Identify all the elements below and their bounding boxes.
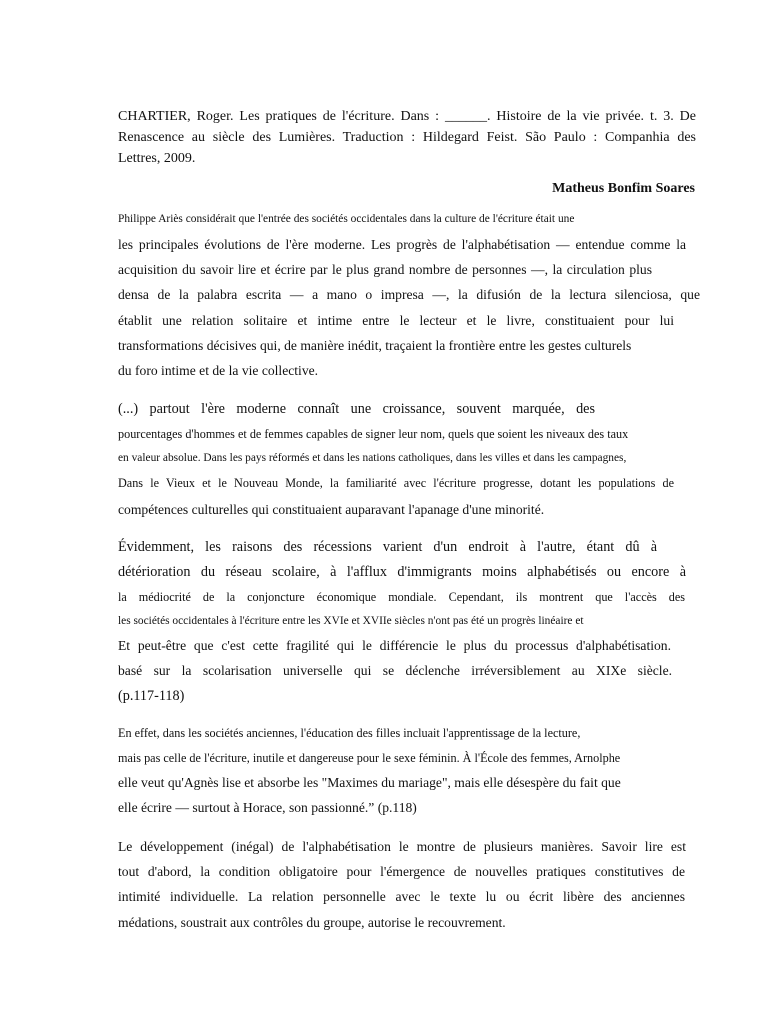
reference-line: Renascence au siècle des Lumières. Traduction : Hildegard Feist. São Paulo : Companhia des <box>118 130 696 145</box>
paragraph-line: acquisition du savoir lire et écrire par le plus grand nombre de personnes —, la circulation plus <box>118 262 652 277</box>
paragraph-line: pourcentages d'hommes et de femmes capables de signer leur nom, quels que soient les niveaux des taux <box>118 427 629 441</box>
paragraph-line: intimité individuelle. La relation personnelle avec le texte lu ou écrit libère des anciennes <box>118 889 685 904</box>
paragraph-line: elle écrire — surtout à Horace, son passionné.” (p.118) <box>118 800 417 815</box>
paragraph-line: Évidemment, les raisons des récessions varient d'un endroit à l'autre, étant dû à <box>118 539 657 555</box>
paragraph-line: les principales évolutions de l'ère moderne. Les progrès de l'alphabétisation — entendue comme la <box>118 237 686 252</box>
paragraph-line: mais pas celle de l'écriture, inutile et dangereuse pour le sexe féminin. À l'École des femmes, Arnolphe <box>118 751 621 765</box>
paragraph-line: Et peut-être que c'est cette fragilité qui le différencie le plus du processus d'alphabétisation. <box>118 638 671 653</box>
paragraph-line: détérioration du réseau scolaire, à l'afflux d'immigrants moins alphabétisés ou encore à <box>118 564 686 580</box>
paragraph-line: Le développement (inégal) de l'alphabétisation le montre de plusieurs manières. Savoir lire est <box>118 839 686 854</box>
paragraph-line: elle veut qu'Agnès lise et absorbe les "Maximes du mariage", mais elle désespère du fait que <box>118 775 621 790</box>
paragraph-line: en valeur absolue. Dans les pays réformés et dans les nations catholiques, dans les villes et dans les campagnes, <box>118 452 627 464</box>
paragraph-line: (...) partout l'ère moderne connaît une croissance, souvent marquée, des <box>118 401 595 417</box>
paragraph-line: compétences culturelles qui constituaient auparavant l'apanage d'une minorité. <box>118 502 545 517</box>
paragraph-line: médations, soustrait aux contrôles du groupe, autorise le recouvrement. <box>118 915 506 930</box>
paragraph-line: établit une relation solitaire et intime entre le lecteur et le livre, constituaient pour lui <box>118 313 674 328</box>
paragraph-line: les sociétés occidentales à l'écriture entre les XVIe et XVIIe siècles n'ont pas été un progrès linéaire et <box>118 615 584 627</box>
author-name: Matheus Bonfim Soares <box>552 181 695 196</box>
reference-line: CHARTIER, Roger. Les pratiques de l'écriture. Dans : ______. Histoire de la vie privée. t. 3. De <box>118 109 696 124</box>
paragraph-line: tout d'abord, la condition obligatoire pour l'émergence de nouvelles pratiques constitutives de <box>118 864 685 879</box>
reference-line: Lettres, 2009. <box>118 151 196 166</box>
paragraph-line: transformations décisives qui, de manière inédit, traçaient la frontière entre les gestes culturels <box>118 338 632 353</box>
page-reference: (p.117-118) <box>118 688 185 704</box>
paragraph-line: Dans le Vieux et le Nouveau Monde, la familiarité avec l'écriture progresse, dotant les populations de <box>118 476 674 490</box>
paragraph-line: densa de la palabra escrita — a mano o impresa —, la difusión de la lectura silenciosa, que <box>118 287 700 302</box>
paragraph-line: la médiocrité de la conjoncture économique mondiale. Cependant, ils montrent que l'accès des <box>118 590 685 604</box>
paragraph-line: du foro intime et de la vie collective. <box>118 363 319 378</box>
paragraph-line: En effet, dans les sociétés anciennes, l'éducation des filles incluait l'apprentissage de la lecture, <box>118 726 581 740</box>
paragraph-line: basé sur la scolarisation universelle qui se déclenche irréversiblement au XIXe siècle. <box>118 663 672 678</box>
paragraph-line: Philippe Ariès considérait que l'entrée des sociétés occidentales dans la culture de l'écriture était une <box>118 213 575 225</box>
